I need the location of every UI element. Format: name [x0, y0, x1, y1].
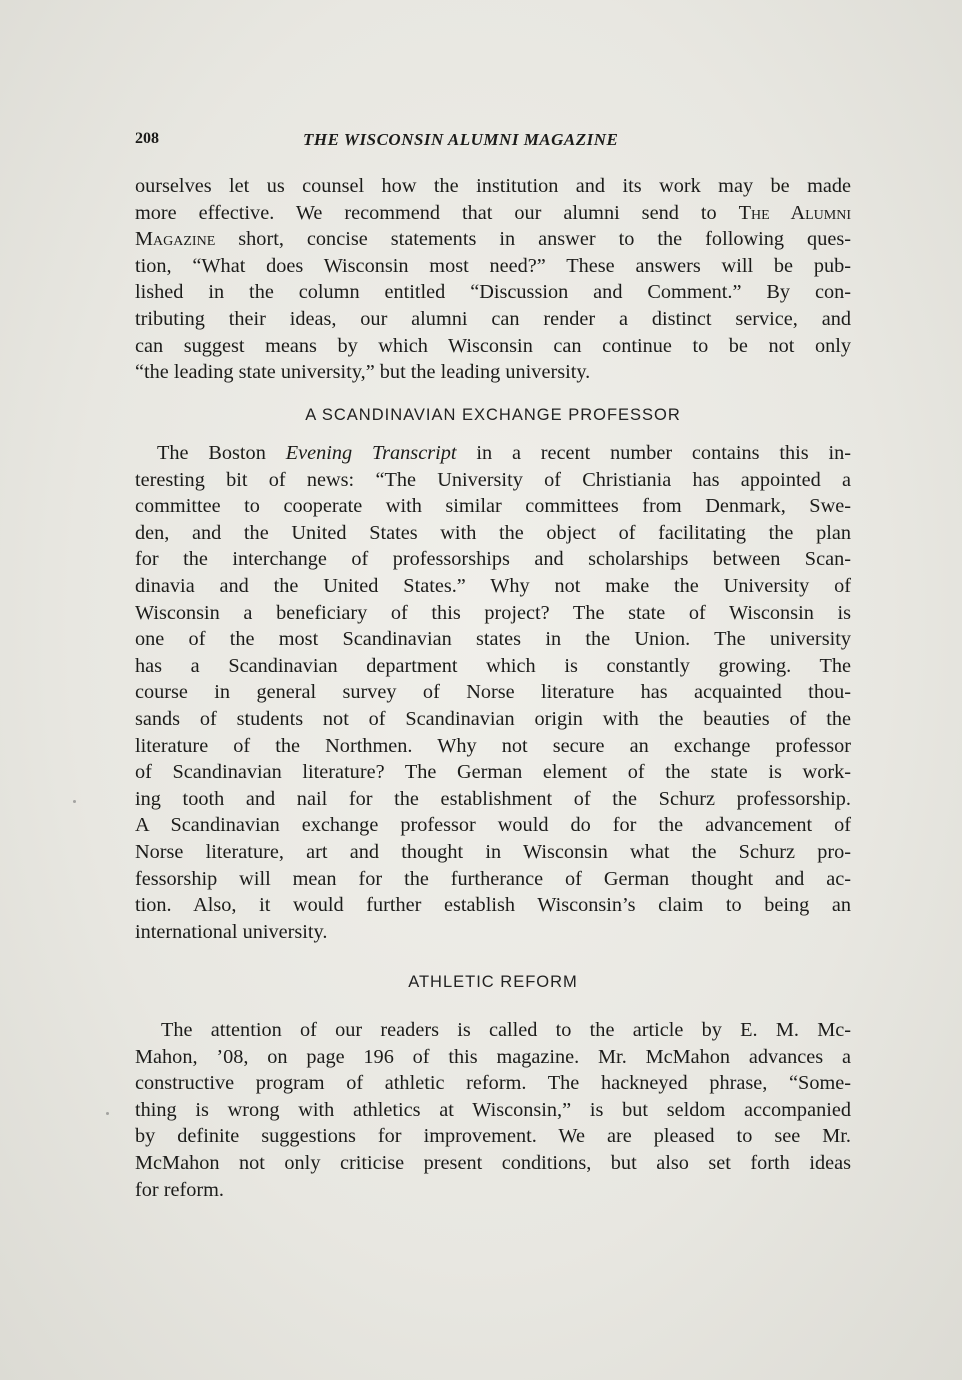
text-line: constructive program of athletic reform. The hackneyed phrase, “Some-	[135, 1072, 851, 1095]
text-line: has a Scandinavian department which is constantly growing. The	[135, 654, 851, 677]
running-head	[135, 128, 851, 152]
text-line: of Scandinavian literature? The German element of the state is work-	[135, 761, 851, 784]
text-line: tributing their ideas, our alumni can render a distinct service, and	[135, 307, 851, 330]
text-line: by definite suggestions for improvement. We are pleased to see Mr.	[135, 1125, 851, 1148]
text-line: lished in the column entitled “Discussion and Comment.” By con-	[135, 281, 851, 304]
text-line: course in general survey of Norse literature has acquainted thou-	[135, 681, 851, 704]
text-line: literature of the Northmen. Why not secure an exchange professor	[135, 734, 851, 757]
text-line: for reform.	[135, 1178, 224, 1201]
text-line: thing is wrong with athletics at Wisconsin,” is but seldom accompanied	[135, 1098, 851, 1121]
page-number: 208	[135, 130, 159, 147]
section-heading: ATHLETIC REFORM	[408, 973, 578, 991]
scandinavian-paragraph	[135, 440, 851, 945]
text-line: can suggest means by which Wisconsin can continue to be not only	[135, 334, 851, 357]
text-line: tion. Also, it would further establish Wisconsin’s claim to being an	[135, 894, 851, 917]
text-line: Norse literature, art and thought in Wisconsin what the Schurz pro-	[135, 840, 851, 863]
text-line: Wisconsin a beneficiary of this project? The state of Wisconsin is	[135, 601, 851, 624]
paper-speck	[106, 1112, 109, 1115]
text-line: Magazine short, concise statements in answer to the following ques-	[135, 228, 851, 251]
journal-title: THE WISCONSIN ALUMNI MAGAZINE	[303, 130, 619, 149]
text-line: fessorship will mean for the furtherance of German thought and ac-	[135, 867, 851, 890]
text-line: one of the most Scandinavian states in the Union. The university	[135, 628, 851, 651]
text-line: Mahon, ’08, on page 196 of this magazine. Mr. McMahon advances a	[135, 1045, 851, 1068]
text-line: ourselves let us counsel how the institution and its work may be made	[135, 175, 851, 197]
intro-paragraph	[135, 173, 851, 386]
text-line: tion, “What does Wisconsin most need?” These answers will be pub-	[135, 254, 851, 277]
text-line: McMahon not only criticise present conditions, but also set forth ideas	[135, 1151, 851, 1174]
text-line: The attention of our readers is called to the article by E. M. Mc-	[161, 1019, 851, 1041]
text-line: more effective. We recommend that our alumni send to The Alumni	[135, 201, 851, 224]
athletic-paragraph	[135, 1017, 851, 1203]
magazine-name: The Alumni	[738, 201, 851, 224]
text-line: for the interchange of professorships and scholarships between Scan-	[135, 548, 851, 571]
section-heading: A SCANDINAVIAN EXCHANGE PROFESSOR	[305, 406, 681, 424]
magazine-name: Magazine	[135, 228, 216, 251]
text-line: international university.	[135, 920, 328, 943]
text-line: teresting bit of news: “The University of Christiania has appointed a	[135, 468, 851, 491]
text-line: “the leading state university,” but the leading university.	[135, 361, 591, 384]
text-line: committee to cooperate with similar committees from Denmark, Swe-	[135, 495, 851, 518]
text-line: A Scandinavian exchange professor would do for the advancement of	[135, 814, 851, 837]
text-line: The Boston Evening Transcript in a recent number contains this in-	[157, 442, 852, 464]
paper-speck	[73, 800, 76, 803]
text-line: sands of students not of Scandinavian origin with the beauties of the	[135, 707, 851, 730]
text-line: ing tooth and nail for the establishment of the Schurz professorship.	[135, 787, 851, 810]
text-line: dinavia and the United States.” Why not make the University of	[135, 574, 851, 597]
publication-title: Evening Transcript	[285, 442, 457, 464]
text-line: den, and the United States with the object of facilitating the plan	[135, 521, 851, 544]
